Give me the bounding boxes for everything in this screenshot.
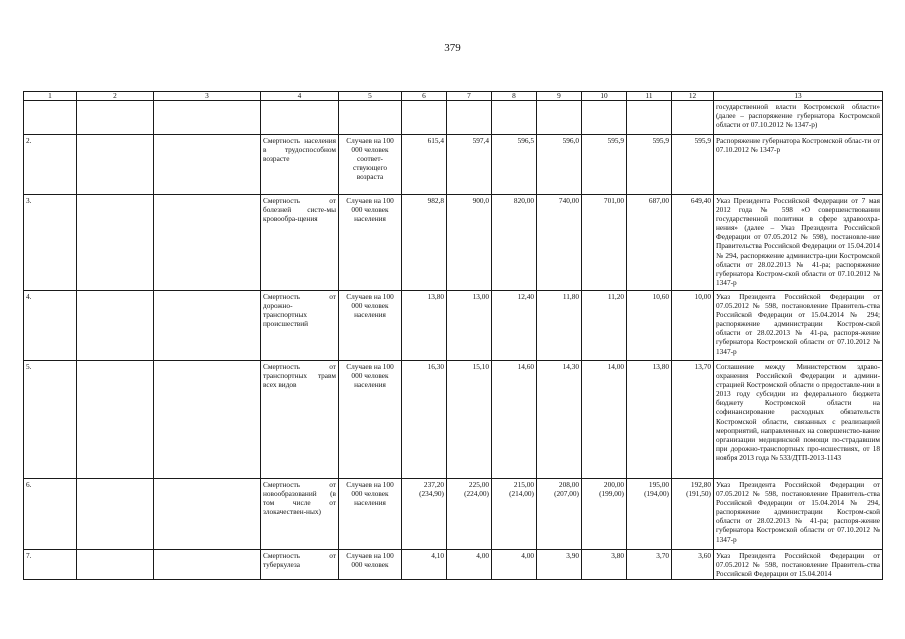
cell-col2 bbox=[77, 361, 154, 479]
value-malignant: (194,00) bbox=[644, 489, 669, 499]
unit: Случаев на 100 000 человек населения bbox=[339, 291, 402, 361]
column-header: 9 bbox=[537, 92, 582, 101]
value-col12 bbox=[672, 101, 714, 135]
value-col6: 13,80 bbox=[402, 291, 447, 361]
value-col8: 820,00 bbox=[492, 195, 537, 291]
value-col11: 3,70 bbox=[627, 550, 672, 580]
value-total: 215,00 bbox=[513, 480, 534, 489]
indicators-table bbox=[23, 91, 883, 580]
value-col8: 4,00 bbox=[492, 550, 537, 580]
indicator-name: Смертность от болезней систе-мы кровообра-щения bbox=[261, 195, 339, 291]
unit: Случаев на 100 000 человек населения bbox=[339, 195, 402, 291]
value-total: 225,00 bbox=[468, 480, 489, 489]
row-number: 5. bbox=[24, 361, 77, 479]
table-row bbox=[24, 195, 883, 291]
value-total: 200,00 bbox=[603, 480, 624, 489]
value-total: 208,00 bbox=[558, 480, 579, 489]
cell-col3 bbox=[154, 195, 261, 291]
indicator-name bbox=[261, 101, 339, 135]
page-number: 379 bbox=[444, 42, 461, 54]
value-col11 bbox=[627, 479, 672, 550]
value-col12: 595,9 bbox=[672, 135, 714, 195]
unit: Случаев на 100 000 человек соответ-ствующего возраста bbox=[339, 135, 402, 195]
column-header: 4 bbox=[261, 92, 339, 101]
value-col7 bbox=[447, 101, 492, 135]
value-col6 bbox=[402, 101, 447, 135]
cell-col2 bbox=[77, 195, 154, 291]
column-header: 13 bbox=[714, 92, 883, 101]
column-header: 2 bbox=[77, 92, 154, 101]
value-col7: 4,00 bbox=[447, 550, 492, 580]
value-col10: 595,9 bbox=[582, 135, 627, 195]
value-col12: 3,60 bbox=[672, 550, 714, 580]
column-header: 6 bbox=[402, 92, 447, 101]
value-col6: 615,4 bbox=[402, 135, 447, 195]
value-col12: 649,40 bbox=[672, 195, 714, 291]
column-header: 5 bbox=[339, 92, 402, 101]
cell-col2 bbox=[77, 101, 154, 135]
value-col6: 16,30 bbox=[402, 361, 447, 479]
row-number: 6. bbox=[24, 479, 77, 550]
value-col9 bbox=[537, 479, 582, 550]
value-col9: 740,00 bbox=[537, 195, 582, 291]
row-number: 4. bbox=[24, 291, 77, 361]
value-col7: 900,0 bbox=[447, 195, 492, 291]
value-col8 bbox=[492, 101, 537, 135]
table-row bbox=[24, 135, 883, 195]
value-total: 192,80 bbox=[690, 480, 711, 489]
cell-col2 bbox=[77, 291, 154, 361]
value-col11: 10,60 bbox=[627, 291, 672, 361]
value-col11 bbox=[627, 101, 672, 135]
column-header: 1 bbox=[24, 92, 77, 101]
unit: Случаев на 100 000 человек населения bbox=[339, 361, 402, 479]
table-row bbox=[24, 479, 883, 550]
value-col7: 13,00 bbox=[447, 291, 492, 361]
value-col7: 15,10 bbox=[447, 361, 492, 479]
value-total: 195,00 bbox=[648, 480, 669, 489]
legal-basis: государственной власти Костромской области» (далее – распоряжение губернатора Костромской области от 07.10.2012 № 1347-р) bbox=[714, 101, 883, 135]
value-malignant: (234,90) bbox=[419, 489, 444, 499]
column-header: 11 bbox=[627, 92, 672, 101]
value-col9: 596,0 bbox=[537, 135, 582, 195]
unit bbox=[339, 101, 402, 135]
indicator-name: Смертность населения в трудоспособном возрасте bbox=[261, 135, 339, 195]
value-col6 bbox=[402, 479, 447, 550]
value-col10: 701,00 bbox=[582, 195, 627, 291]
column-header: 12 bbox=[672, 92, 714, 101]
value-col8 bbox=[492, 479, 537, 550]
value-col7: 597,4 bbox=[447, 135, 492, 195]
cell-col2 bbox=[77, 550, 154, 580]
legal-basis: Распоряжение губернатора Костромской облас-ти от 07.10.2012 № 1347-р bbox=[714, 135, 883, 195]
value-total: 237,20 bbox=[423, 480, 444, 489]
value-col11: 687,00 bbox=[627, 195, 672, 291]
unit: Случаев на 100 000 человек населения bbox=[339, 479, 402, 550]
cell-col3 bbox=[154, 101, 261, 135]
legal-basis: Соглашение между Министерством здраво-охранения Российской Федерации и админи-страцией Костромской области о предоставле-нии в 2013 году субсидии из федерального бюджета бюджету Костромской области на софинансирование расходных обязательств Костромской области, связанных с реализацией мероприятий, направленных на совершенство-вание организации медицинской помощи по-страдавшим при дорожно-транспортных про-исшествиях, от 18 ноября 2013 года № 533/ДТП-2013-1143 bbox=[714, 361, 883, 479]
cell-col2 bbox=[77, 479, 154, 550]
legal-basis: Указ Президента Российской Федерации от 7 мая 2012 года № 598 «О совершенствовании государственной политики в сфере здравоохра-нения» (далее – Указ Президента Российской Федерации от 07.05.2012 № 598), постановле-ние Правительства Российской Федерации от 15.04.2014 № 294, распоряжение администра-ции Костромской области от 28.02.2013 № 41-ра; распоряжение губернатора Костром-ской области от 07.10.2012 № 1347-р bbox=[714, 195, 883, 291]
value-col9 bbox=[537, 101, 582, 135]
value-col6: 4,10 bbox=[402, 550, 447, 580]
value-col11: 595,9 bbox=[627, 135, 672, 195]
value-col10: 14,00 bbox=[582, 361, 627, 479]
value-col9: 3,90 bbox=[537, 550, 582, 580]
value-malignant: (191,50) bbox=[686, 489, 711, 499]
value-col10: 3,80 bbox=[582, 550, 627, 580]
value-col8: 12,40 bbox=[492, 291, 537, 361]
row-number bbox=[24, 101, 77, 135]
value-col12: 10,00 bbox=[672, 291, 714, 361]
row-number: 7. bbox=[24, 550, 77, 580]
legal-basis: Указ Президента Российской Федерации от 07.05.2012 № 598, постановление Правитель-ства Российской Федерации от 15.04.2014 bbox=[714, 550, 883, 580]
value-col8: 596,5 bbox=[492, 135, 537, 195]
column-header: 7 bbox=[447, 92, 492, 101]
value-malignant: (224,00) bbox=[464, 489, 489, 499]
value-col9: 14,30 bbox=[537, 361, 582, 479]
value-col8: 14,60 bbox=[492, 361, 537, 479]
cell-col2 bbox=[77, 135, 154, 195]
value-col9: 11,80 bbox=[537, 291, 582, 361]
value-malignant: (207,00) bbox=[554, 489, 579, 499]
cell-col3 bbox=[154, 135, 261, 195]
legal-basis: Указ Президента Российской Федерации от 07.05.2012 № 598, постановление Правитель-ства Российской Федерации от 15.04.2014 № 294; распоряжение администрации Костром-ской области от 28.02.2013 № 41-ра, распоря-жение губернатора Костромской области от 07.10.2012 № 1347-р bbox=[714, 291, 883, 361]
value-malignant: (214,00) bbox=[509, 489, 534, 499]
row-number: 2. bbox=[24, 135, 77, 195]
table-row bbox=[24, 361, 883, 479]
table-row bbox=[24, 101, 883, 135]
table-header-row bbox=[24, 92, 883, 101]
value-col10 bbox=[582, 101, 627, 135]
row-number: 3. bbox=[24, 195, 77, 291]
indicator-name: Смертность от дорожно-транспортных происшествий bbox=[261, 291, 339, 361]
indicator-name: Смертность от транспортных травм всех видов bbox=[261, 361, 339, 479]
value-col6: 982,8 bbox=[402, 195, 447, 291]
cell-col3 bbox=[154, 361, 261, 479]
value-col7 bbox=[447, 479, 492, 550]
table-row bbox=[24, 550, 883, 580]
legal-basis: Указ Президента Российской Федерации от 07.05.2012 № 598, постановление Правитель-ства Российской Федерации от 15.04.2014 № 294, распоряжение администрации Костром-ской области от 28.02.2013 № 41-ра; распоря-жение губернатора Костромской области от 07.10.2012 № 1347-р bbox=[714, 479, 883, 550]
value-col12 bbox=[672, 479, 714, 550]
value-col10 bbox=[582, 479, 627, 550]
value-col11: 13,80 bbox=[627, 361, 672, 479]
value-col12: 13,70 bbox=[672, 361, 714, 479]
indicator-name: Смертность от туберкулеза bbox=[261, 550, 339, 580]
cell-col3 bbox=[154, 291, 261, 361]
cell-col3 bbox=[154, 479, 261, 550]
column-header: 8 bbox=[492, 92, 537, 101]
value-malignant: (199,00) bbox=[599, 489, 624, 499]
column-header: 3 bbox=[154, 92, 261, 101]
column-header: 10 bbox=[582, 92, 627, 101]
indicator-name: Смертность от новообразований (в том числе от злокачествен-ных) bbox=[261, 479, 339, 550]
table-row bbox=[24, 291, 883, 361]
value-col10: 11,20 bbox=[582, 291, 627, 361]
cell-col3 bbox=[154, 550, 261, 580]
unit: Случаев на 100 000 человек bbox=[339, 550, 402, 580]
